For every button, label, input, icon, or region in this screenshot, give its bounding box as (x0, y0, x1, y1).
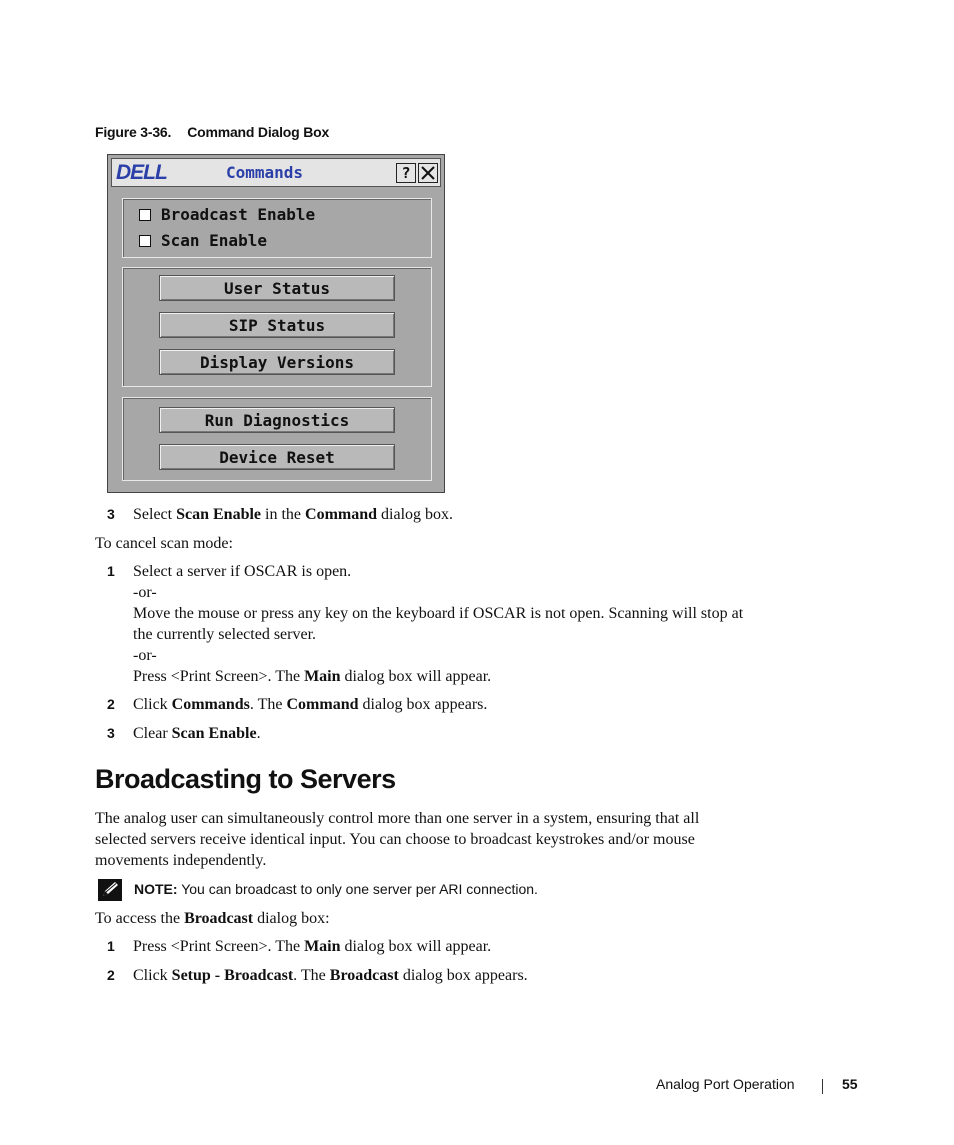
text: Select a server if OSCAR is open. (133, 563, 352, 580)
text: . (256, 725, 261, 742)
figure-label: Figure 3-36. (95, 124, 172, 140)
text: . The (293, 967, 330, 984)
step-select-scan (107, 504, 454, 525)
step-number: 1 (107, 563, 115, 579)
text: dialog box will appear. (340, 668, 492, 685)
status-group (122, 267, 432, 387)
dialog-titlebar (111, 158, 441, 187)
text: dialog box will appear. (340, 938, 492, 955)
dialog-title: Commands (226, 163, 304, 182)
broadcast-step-1 (133, 936, 491, 957)
broadcast-enable-checkbox[interactable] (139, 205, 315, 224)
checkbox-icon (139, 209, 151, 221)
user-status-button[interactable]: User Status (159, 275, 395, 301)
cancel-step-1-number (107, 561, 115, 582)
text: Clear (133, 725, 172, 742)
step-number: 1 (107, 938, 115, 954)
term: Scan Enable (171, 725, 257, 742)
text: . The (249, 696, 287, 713)
commands-dialog (107, 154, 445, 493)
close-icon (421, 166, 435, 180)
term: Main (304, 668, 341, 685)
maintenance-group (122, 397, 432, 481)
cancel-intro: To cancel scan mode: (95, 535, 233, 552)
cancel-step-2-number (107, 694, 115, 715)
term: Commands (171, 696, 250, 713)
step-number: 2 (107, 967, 115, 983)
text: dialog box: (253, 910, 330, 927)
broadcast-step-2 (133, 965, 528, 986)
help-icon: ? (401, 164, 411, 182)
cancel-step-3 (133, 723, 261, 744)
dell-logo: DELL (116, 161, 167, 184)
step-number: 3 (107, 506, 115, 522)
sip-status-button[interactable]: SIP Status (159, 312, 395, 338)
term: Broadcast (329, 967, 399, 984)
text: To access the (95, 910, 185, 927)
text: The analog user can simultaneously control more than one server in a system, ensuring that all (95, 810, 700, 827)
device-reset-button[interactable]: Device Reset (159, 444, 395, 470)
scan-enable-checkbox[interactable] (139, 231, 267, 250)
run-diagnostics-button[interactable]: Run Diagnostics (159, 407, 395, 433)
broadcast-step-1-number (107, 936, 115, 957)
checkbox-icon (139, 235, 151, 247)
text: in the (261, 506, 306, 523)
text: Click (133, 696, 172, 713)
help-button[interactable] (396, 163, 416, 183)
text: Move the mouse or press any key on the keyboard if OSCAR is not open. Scanning will stop at (133, 605, 744, 622)
cancel-step-1 (133, 561, 743, 687)
term: Main (304, 938, 341, 955)
term: Scan Enable (176, 506, 262, 523)
display-versions-button[interactable]: Display Versions (159, 349, 395, 375)
close-button[interactable] (418, 163, 438, 183)
text: Click (133, 967, 172, 984)
text: selected servers receive identical input. You can choose to broadcast keystrokes and/or mouse (95, 831, 695, 848)
note-pencil-icon (98, 879, 122, 901)
text: Press <Print Screen>. The (133, 938, 305, 955)
text: dialog box appears. (398, 967, 528, 984)
note-text: You can broadcast to only one server per ARI connection. (177, 881, 538, 897)
term: Command (305, 506, 378, 523)
page-number: 55 (842, 1076, 858, 1092)
term: Broadcast (184, 910, 254, 927)
text: -or- (133, 584, 157, 601)
checkbox-label: Broadcast Enable (161, 205, 316, 224)
text: the currently selected server. (133, 626, 317, 643)
cancel-step-3-number (107, 723, 115, 744)
text: Select (133, 506, 177, 523)
section-paragraph (95, 808, 699, 871)
checkbox-label: Scan Enable (161, 231, 267, 250)
text: movements independently. (95, 852, 267, 869)
figure-caption (95, 124, 329, 140)
text: Press <Print Screen>. The (133, 668, 305, 685)
section-heading: Broadcasting to Servers (95, 764, 396, 794)
step-number: 3 (107, 725, 115, 741)
note-label: NOTE: (134, 881, 178, 897)
text: -or- (133, 647, 157, 664)
footer-section: Analog Port Operation (656, 1076, 795, 1092)
cancel-step-2 (133, 694, 487, 715)
text: dialog box. (377, 506, 454, 523)
broadcast-step-2-number (107, 965, 115, 986)
text: dialog box appears. (358, 696, 488, 713)
figure-title: Command Dialog Box (187, 124, 330, 140)
access-intro (95, 908, 330, 929)
step-number: 2 (107, 696, 115, 712)
note (134, 881, 538, 897)
footer-divider (822, 1079, 823, 1094)
term: Setup - Broadcast (171, 967, 294, 984)
scan-options-group (122, 198, 432, 258)
term: Command (286, 696, 359, 713)
